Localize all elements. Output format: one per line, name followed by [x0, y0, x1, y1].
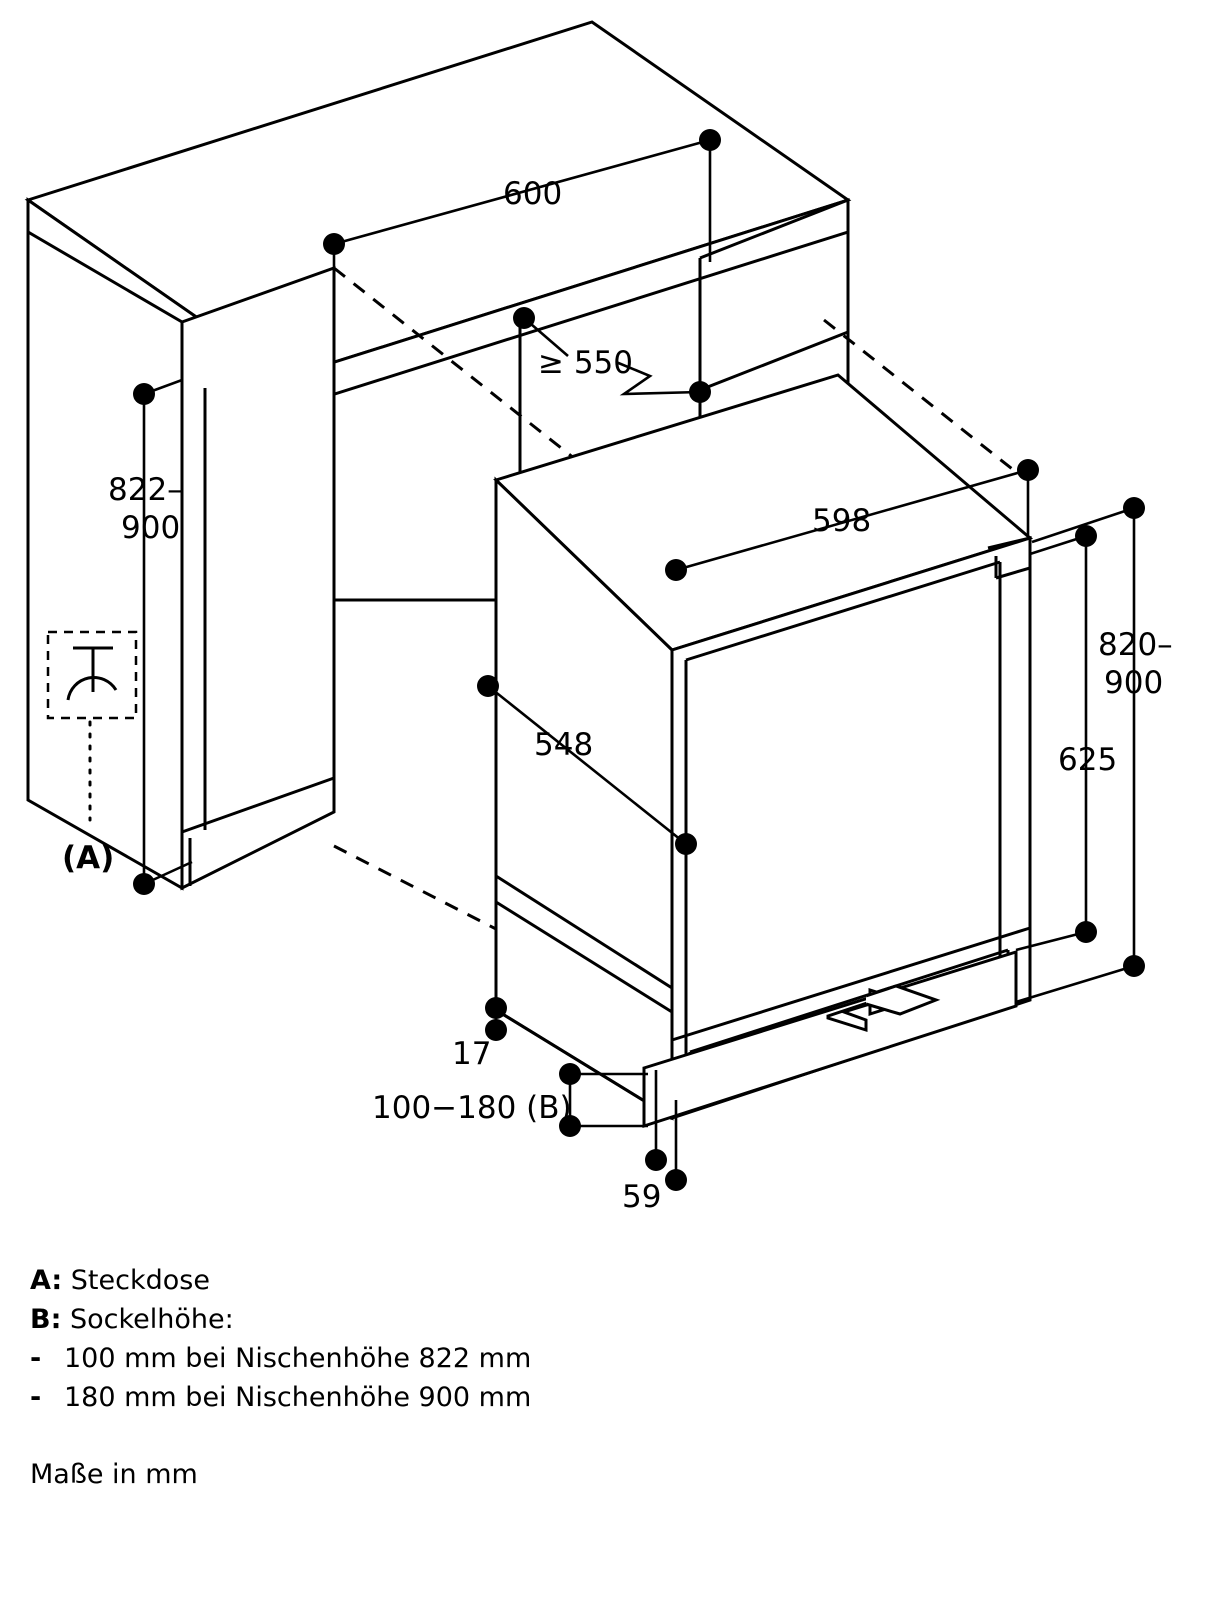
dim-niche-height-line1: 822–: [108, 472, 183, 508]
legend-row-b2: [30, 1379, 1130, 1418]
dim-door-gap: 17: [452, 1036, 492, 1072]
legend-b1-dash: -: [30, 1342, 42, 1374]
dim-niche-width: 600: [503, 176, 563, 212]
dim-niche-height-line2: 900: [121, 510, 181, 546]
legend-row-a: [30, 1262, 1130, 1301]
legend-row-b1: [30, 1340, 1130, 1379]
legend: [30, 1262, 1130, 1494]
legend-b-text: Sockelhöhe:: [69, 1303, 234, 1335]
dim-plinth-depth: 59: [622, 1179, 662, 1215]
dim-plinth-height: 100−180 (B): [372, 1090, 572, 1126]
dim-appliance-height-line2: 900: [1104, 665, 1164, 701]
legend-a-key: A:: [30, 1265, 63, 1296]
dim-appliance-height-line1: 820–: [1098, 627, 1173, 663]
legend-b-key: B:: [30, 1303, 62, 1335]
dim-niche-depth: ≥ 550: [538, 345, 633, 381]
legend-b2-dash: -: [30, 1381, 42, 1413]
legend-b2-text: 180 mm bei Nischenhöhe 900 mm: [64, 1381, 532, 1413]
legend-units: Maße in mm: [30, 1458, 198, 1490]
dim-appliance-depth: 548: [534, 727, 594, 763]
legend-a-text: Steckdose: [70, 1265, 210, 1296]
dim-appliance-width: 598: [812, 503, 872, 539]
dim-body-height: 625: [1058, 742, 1118, 778]
legend-b1-text: 100 mm bei Nischenhöhe 822 mm: [64, 1342, 532, 1374]
legend-row-b: [30, 1301, 1130, 1340]
cabinet-left-panel: [28, 232, 334, 888]
callout-socket-a: (A): [62, 840, 115, 876]
socket-symbol: [48, 632, 136, 718]
